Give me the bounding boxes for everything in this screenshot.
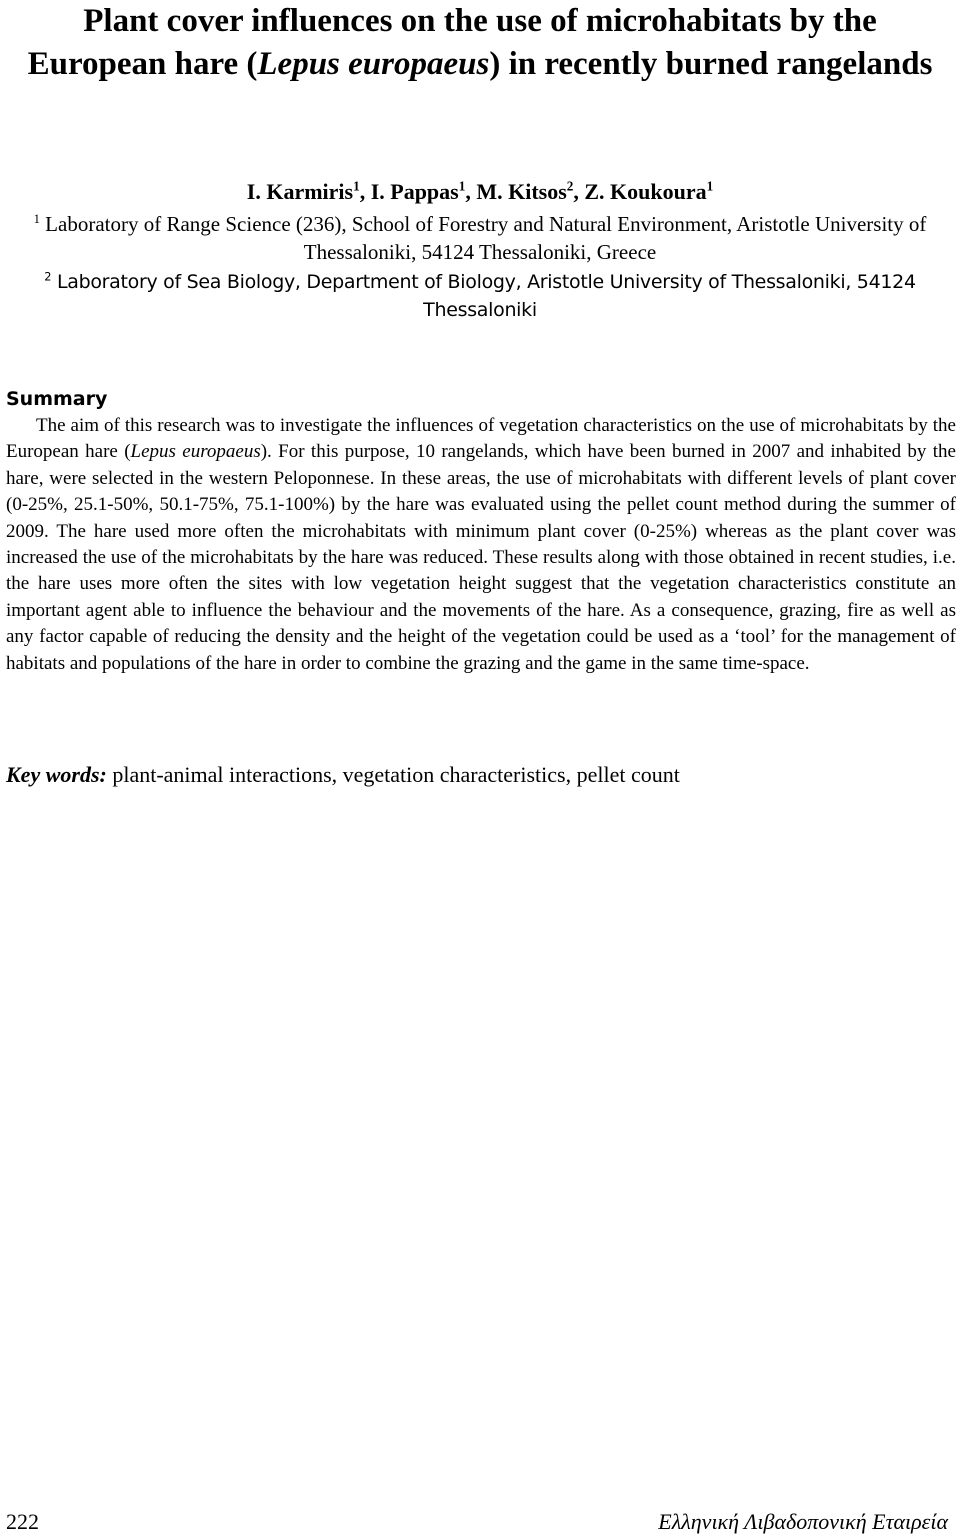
author-affiliation-marker: 1 <box>353 178 360 194</box>
author-separator: , <box>465 179 477 204</box>
author-affiliation-marker: 1 <box>458 178 466 194</box>
title-text-part2: ) in recently burned rangelands <box>489 46 933 82</box>
author-name: I. Pappas <box>370 179 459 204</box>
keywords-label: Key words: <box>6 762 107 787</box>
author-name: I. Karmiris <box>246 179 354 204</box>
page-number: 222 <box>6 1509 39 1534</box>
affiliation-text: Laboratory of Range Science (236), School of Forestry and Natural Environment, Aristotle University of Thessaloniki, 54124 Thessaloniki, Greece <box>45 212 927 264</box>
journal-name: Ελληνική Λιβαδοπονική Εταιρεία <box>658 1509 948 1534</box>
paper-title <box>10 0 950 86</box>
summary-text-part1: The aim of this research was to investigate the influences of vegetation characteristics on the use of microhabitats by the European hare ( <box>6 415 956 463</box>
affiliation-marker: 2 <box>44 269 52 284</box>
author-affiliation-marker: 1 <box>706 178 714 194</box>
keywords-line <box>6 760 956 790</box>
summary-species-name: Lepus europaeus <box>130 441 261 463</box>
affiliation-1 <box>2 210 958 266</box>
summary-heading: Summary <box>6 388 108 410</box>
author-separator: , <box>573 179 585 204</box>
title-text-part1: Plant cover influences on the use of microhabitats by the European hare ( <box>27 3 877 82</box>
affiliation-marker: 1 <box>33 212 40 226</box>
author-name: Z. Koukoura <box>584 179 707 204</box>
summary-text-part2: ). For this purpose, 10 rangelands, which have been burned in 2007 and inhabited by the hare, were selected in the western Peloponnese. In these areas, the use of microhabitats with different levels of plant cover (0-25%, 25.1-50%, 50.1-75%, 75.1-100%) by the hare was evaluated using the pellet count method during the summer of 2009. The hare used more often the microhabitats with minimum plant cover (0-25%) whereas as the plant cover was increased the use of the microhabitats by the hare was reduced. These results along with those obtained in recent studies, i.e. the hare uses more often the sites with low vegetation height suggest that the vegetation characteristics constitute an important agent able to influence the behaviour and the movements of the hare. As a consequence, grazing, fire as well as any factor capable of reducing the density and the height of the vegetation could be used as a ‘tool’ for the management of habitats and populations of the hare in order to combine the grazing and the game in the same time-space. <box>6 441 956 674</box>
author-affiliation-marker: 2 <box>566 178 574 194</box>
summary-paragraph <box>6 413 956 677</box>
affiliation-2 <box>2 268 958 324</box>
keywords-text: plant-animal interactions, vegetation characteristics, pellet count <box>106 762 680 787</box>
author-name: M. Kitsos <box>476 179 567 204</box>
title-species-name: Lepus europaeus <box>257 46 490 82</box>
author-list <box>0 178 960 206</box>
author-separator: , <box>359 179 371 204</box>
affiliation-text: Laboratory of Sea Biology, Department of Biology, Aristotle University of Thessaloniki, 54124 Thessaloniki <box>56 271 916 321</box>
